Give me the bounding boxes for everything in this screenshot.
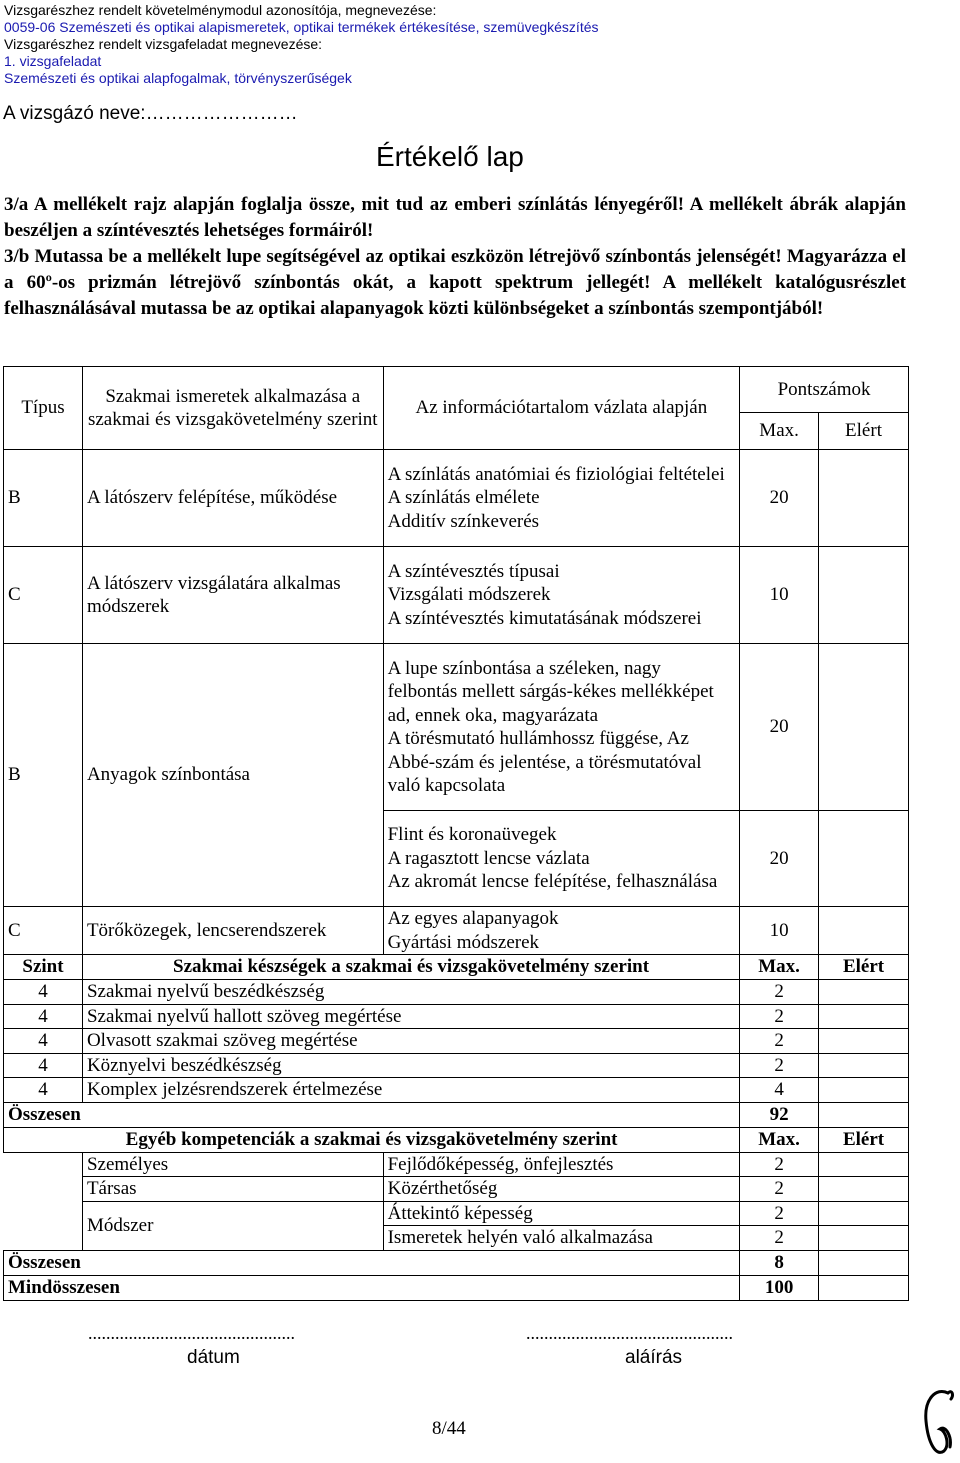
competence-total-got-cell[interactable] (819, 1250, 909, 1275)
header-task-name: Szemészeti és optikai alapfogalmak, törvényszerűségek (4, 70, 352, 86)
row-topic: A látószerv felépítése, működése (82, 450, 383, 547)
skills-total: 92 (740, 1102, 819, 1127)
competence-item: Ismeretek helyén való alkalmazása (383, 1226, 740, 1251)
table-row (4, 644, 909, 811)
competence-header-got: Elért (819, 1127, 909, 1152)
competence-header-title: Egyéb kompetenciák a szakmai és vizsgakövetelmény szerint (4, 1127, 740, 1152)
skills-header-got: Elért (819, 955, 909, 980)
table-row (4, 1152, 909, 1177)
skill-max: 2 (740, 1004, 819, 1029)
header-got: Elért (819, 413, 909, 450)
competence-max: 2 (740, 1152, 819, 1177)
skill-got-cell[interactable] (819, 1053, 909, 1078)
competence-group: Személyes (82, 1152, 383, 1177)
row-topic: Anyagok színbontása (82, 644, 383, 907)
header-module-name: 0059-06 Szemészeti és optikai alapismeretek, optikai termékek értékesítése, szemüvegkészítés (4, 19, 599, 35)
skill-max: 2 (740, 1053, 819, 1078)
table-row (4, 980, 909, 1005)
competence-group: Társas (82, 1177, 383, 1202)
skill-name: Olvasott szakmai szöveg megértése (82, 1029, 739, 1054)
candidate-name-field[interactable]: A vizsgázó neve:…………………… (3, 103, 298, 124)
skill-name: Köznyelvi beszédkészség (82, 1053, 739, 1078)
header-module-label: Vizsgarészhez rendelt követelménymodul azonosítója, megnevezése: (4, 2, 437, 18)
competence-got-cell[interactable] (819, 1226, 909, 1251)
skill-name: Szakmai nyelvű beszédkészség (82, 980, 739, 1005)
row-type: B (4, 644, 83, 907)
competence-total: 8 (740, 1250, 819, 1275)
competence-item: Közérthetőség (383, 1177, 740, 1202)
date-label: dátum (187, 1347, 240, 1368)
header-task-number: 1. vizsgafeladat (4, 53, 102, 69)
document-header (4, 2, 599, 87)
table-row (4, 1029, 909, 1054)
skill-name: Komplex jelzésrendszerek értelmezése (82, 1078, 739, 1103)
row-info: A lupe színbontása a széleken, nagy felbontás mellett sárgás-kékes mellékképet ad, ennek oka, magyarázata A törésmutató hullámhossz függése, Az Abbé-szám és jelentése, a törésmutatóval való kapcsolata (383, 644, 740, 811)
header-task-label: Vizsgarészhez rendelt vizsgafeladat megnevezése: (4, 36, 323, 52)
competence-got-cell[interactable] (819, 1152, 909, 1177)
header-max: Max. (740, 413, 819, 450)
table-row (4, 1078, 909, 1103)
skill-max: 2 (740, 980, 819, 1005)
evaluation-table (3, 366, 909, 1301)
skills-header-level: Szint (4, 955, 83, 980)
row-max: 20 (740, 450, 819, 547)
competence-max: 2 (740, 1201, 819, 1226)
row-max: 20 (740, 644, 819, 811)
page-title: Értékelő lap (376, 141, 524, 172)
row-got-cell[interactable] (819, 811, 909, 907)
row-max: 10 (740, 907, 819, 955)
task-part-b: 3/b Mutassa be a mellékelt lupe segítségével az optikai eszközön létrejövő színbontás jelenségét! Magyarázza el a 60º-os prizmán létrejövő színbontás okát, a kapott spektrum jellegét! A mellékelt katalógusrészlet felhasználásával mutassa be az optikai alapanyagok közti különbségeket a színbontás szempontjából! (4, 246, 906, 319)
row-info: A színlátás anatómiai és fiziológiai feltételei A színlátás elmélete Additív színkeverés (383, 450, 740, 547)
skill-level: 4 (4, 1004, 83, 1029)
row-max: 10 (740, 547, 819, 644)
skill-level: 4 (4, 980, 83, 1005)
row-info: Flint és koronaüvegek A ragasztott lencse vázlata Az akromát lencse felépítése, felhasználása (383, 811, 740, 907)
competence-item: Fejlődőképesség, önfejlesztés (383, 1152, 740, 1177)
handwritten-signature-icon (918, 1385, 958, 1461)
row-type: C (4, 907, 83, 955)
header-knowledge: Szakmai ismeretek alkalmazása a szakmai és vizsgakövetelmény szerint (82, 367, 383, 450)
signature-label: aláírás (625, 1347, 683, 1368)
table-row (4, 1177, 909, 1202)
signature-dots[interactable]: .............................................. (526, 1323, 733, 1343)
row-got-cell[interactable] (819, 907, 909, 955)
row-got-cell[interactable] (819, 450, 909, 547)
task-part-a: 3/a A mellékelt rajz alapján foglalja össze, mit tud az emberi színlátás lényegéről! A mellékelt ábrák alapján beszéljen a színtévesztés lehetséges formáiról! (4, 194, 906, 241)
grand-total-label: Mindösszesen (4, 1275, 740, 1300)
competence-got-cell[interactable] (819, 1177, 909, 1202)
skills-header-max: Max. (740, 955, 819, 980)
table-row (4, 1053, 909, 1078)
grand-total-got-cell[interactable] (819, 1275, 909, 1300)
date-dots[interactable]: .............................................. (88, 1323, 295, 1343)
row-topic: Törőközegek, lencserendszerek (82, 907, 383, 955)
row-type: B (4, 450, 83, 547)
skill-max: 2 (740, 1029, 819, 1054)
header-info: Az információtartalom vázlata alapján (383, 367, 740, 450)
skill-name: Szakmai nyelvű hallott szöveg megértése (82, 1004, 739, 1029)
row-max: 20 (740, 811, 819, 907)
header-type: Típus (4, 367, 83, 450)
header-points: Pontszámok (740, 367, 909, 413)
row-info: Az egyes alapanyagok Gyártási módszerek (383, 907, 740, 955)
skill-got-cell[interactable] (819, 1078, 909, 1103)
table-row (4, 1004, 909, 1029)
page-number: 8/44 (432, 1418, 466, 1439)
competence-item: Áttekintő képesség (383, 1201, 740, 1226)
skills-total-got-cell[interactable] (819, 1102, 909, 1127)
competence-got-cell[interactable] (819, 1201, 909, 1226)
competence-total-label: Összesen (4, 1250, 740, 1275)
grand-total: 100 (740, 1275, 819, 1300)
skill-got-cell[interactable] (819, 1004, 909, 1029)
table-row (4, 450, 909, 547)
skill-max: 4 (740, 1078, 819, 1103)
row-got-cell[interactable] (819, 644, 909, 811)
table-row (4, 1201, 909, 1226)
table-row (4, 547, 909, 644)
row-topic: A látószerv vizsgálatára alkalmas módszerek (82, 547, 383, 644)
skill-level: 4 (4, 1029, 83, 1054)
competence-max: 2 (740, 1226, 819, 1251)
competence-group: Módszer (82, 1201, 383, 1250)
task-description (4, 192, 906, 322)
skills-header-title: Szakmai készségek a szakmai és vizsgakövetelmény szerint (82, 955, 739, 980)
row-info: A színtévesztés típusai Vizsgálati módszerek A színtévesztés kimutatásának módszerei (383, 547, 740, 644)
competence-header-max: Max. (740, 1127, 819, 1152)
row-type: C (4, 547, 83, 644)
competence-max: 2 (740, 1177, 819, 1202)
skill-got-cell[interactable] (819, 1029, 909, 1054)
skills-total-label: Összesen (4, 1102, 740, 1127)
skill-level: 4 (4, 1053, 83, 1078)
table-row (4, 907, 909, 955)
skill-got-cell[interactable] (819, 980, 909, 1005)
skill-level: 4 (4, 1078, 83, 1103)
row-got-cell[interactable] (819, 547, 909, 644)
